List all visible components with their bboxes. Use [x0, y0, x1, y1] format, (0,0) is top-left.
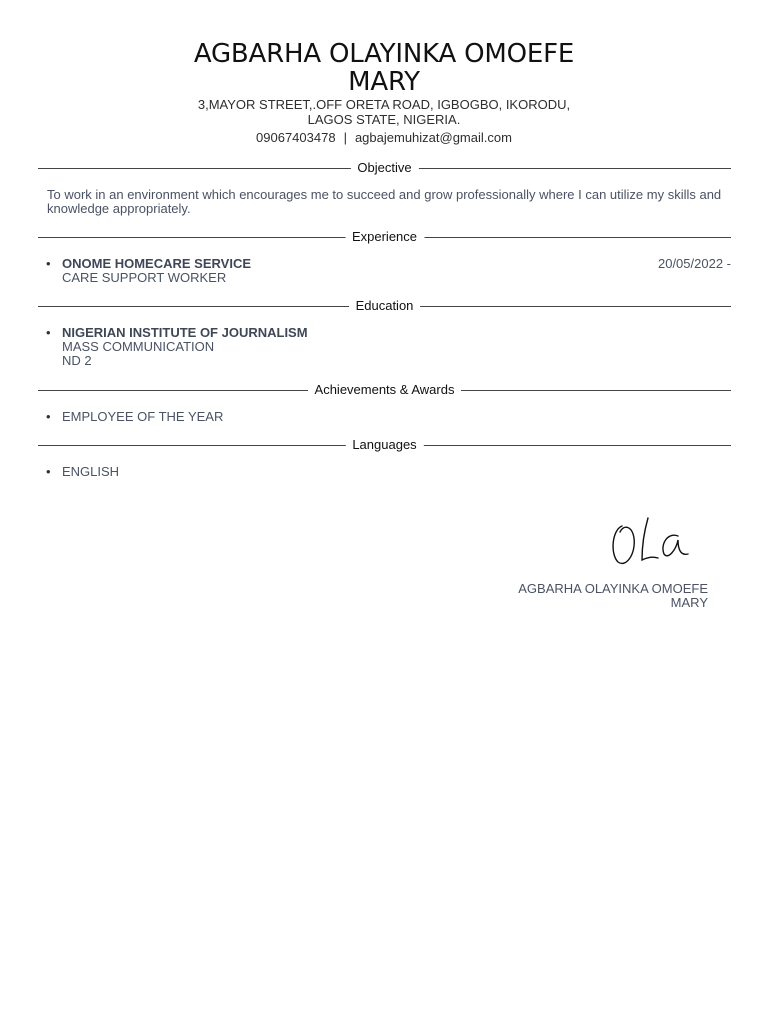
- experience-date: 20/05/2022 -: [657, 256, 731, 271]
- name-line-2: MARY: [348, 67, 420, 97]
- experience-list: [46, 256, 732, 285]
- language-text: ENGLISH: [62, 464, 120, 479]
- contact-separator: |: [343, 130, 347, 145]
- phone-number: 09067403478: [256, 130, 336, 145]
- experience-heading: [38, 229, 731, 245]
- bullet-icon: •: [46, 325, 51, 340]
- contact-line: [0, 130, 768, 146]
- achievement-text: EMPLOYEE OF THE YEAR: [62, 409, 224, 424]
- languages-list: [46, 464, 732, 479]
- achievements-list: [46, 409, 732, 424]
- education-title: Education: [349, 298, 421, 314]
- achievements-heading: [38, 382, 731, 398]
- experience-role: CARE SUPPORT WORKER: [62, 270, 227, 285]
- signature-name: AGBARHA OLAYINKA OMOEFE MARY: [518, 581, 708, 610]
- education-item: [46, 325, 732, 368]
- bullet-icon: •: [46, 409, 51, 424]
- languages-title: Languages: [345, 437, 423, 453]
- education-level: ND 2: [62, 353, 92, 368]
- signature-image: [608, 514, 694, 570]
- address: 3,MAYOR STREET,.OFF ORETA ROAD, IGBOGBO, IKORODU, LAGOS STATE, NIGERIA.: [197, 97, 571, 127]
- language-item: [46, 464, 732, 479]
- objective-title: Objective: [350, 160, 418, 176]
- resume-name: [0, 40, 768, 96]
- bullet-icon: •: [46, 256, 51, 271]
- education-heading: [38, 298, 731, 314]
- experience-employer: ONOME HOMECARE SERVICE: [62, 256, 252, 271]
- languages-heading: [38, 437, 731, 453]
- education-course: MASS COMMUNICATION: [62, 339, 215, 354]
- experience-title: Experience: [345, 229, 424, 245]
- achievement-item: [46, 409, 732, 424]
- objective-text: To work in an environment which encourages me to succeed and grow professionally where I can utilize my skills and knowledge appropriately.: [47, 187, 722, 216]
- name-line-1: AGBARHA OLAYINKA OMOEFE: [193, 39, 575, 69]
- email-address: agbajemuhizat@gmail.com: [354, 130, 512, 145]
- objective-heading: [38, 160, 731, 176]
- education-school: NIGERIAN INSTITUTE OF JOURNALISM: [62, 325, 308, 340]
- achievements-title: Achievements & Awards: [308, 382, 462, 398]
- bullet-icon: •: [46, 464, 51, 479]
- education-list: [46, 325, 732, 368]
- experience-item: [46, 256, 732, 285]
